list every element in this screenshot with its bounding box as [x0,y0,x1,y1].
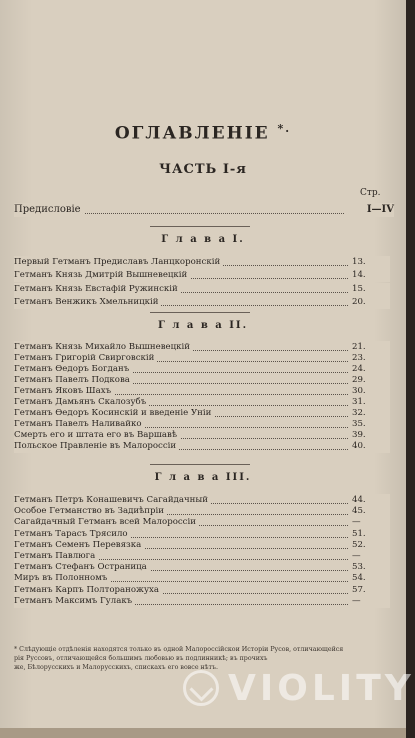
page-title: ОГЛАВЛЕНІЕ *. [114,122,292,144]
toc-entry-title: Гетманъ Карпъ Полтораножуха [14,584,162,597]
watermark-logo-icon [183,670,219,706]
toc-entry-title: Гетманъ Павелъ Подкова [14,374,133,387]
toc-entry-page: — [350,516,390,529]
toc-entry [14,269,390,282]
footnote-line: * Слѣдующіе отдѣленія находятся только въ одной Малороссійскои Исторіи Русов, отличающейся [14,646,344,653]
toc-entry-page: 24. [350,363,390,376]
toc-entry-title: Гетманъ Князь Михайло Вышневецкій [14,341,193,354]
preface-entry: Предисловіе I—IV [14,204,394,215]
toc-entry [14,296,390,309]
footnote-line: же, Бѣлорусскихъ и Малорусскихъ, спискахъ его вовсе нѣтъ. [14,664,219,671]
chapter-heading: Г л а в а II. [157,320,249,331]
toc-entry-title: Гетманъ Дамьянъ Скалозубъ [14,396,149,409]
chapter-divider [150,226,250,227]
toc-entry-page: 44. [350,494,390,507]
chapter-heading: Г л а в а I. [161,234,245,245]
toc-entry [14,440,390,453]
toc-entry-page: — [350,550,390,563]
toc-entry-title: Гетманъ Павлюга [14,550,98,563]
toc-entry-title: Гетманъ Григорій Свирговскій [14,352,157,365]
chapter-divider [150,464,250,465]
toc-entry-page: 13. [350,256,390,269]
chapter-divider [150,312,250,313]
toc-entry-page: 30. [350,385,390,398]
toc-entry [14,283,390,296]
toc-entry [14,256,390,269]
toc-entry-title: Особое Гетманство въ Задиѣпріи [14,505,167,518]
toc-entry-title: Гетманъ Семенъ Перевязка [14,539,144,552]
page-column-label: Стр. [360,188,381,198]
toc-entry-title: Смерть его и штата его въ Варшавѣ [14,429,180,442]
toc-entry-page: 15. [350,283,390,296]
part-heading: ЧАСТЬ I-я [159,162,247,177]
toc-entry-title: Гетманъ Максимъ Гулакъ [14,595,135,608]
toc-entry-title: Гетманъ Павелъ Наливайко [14,418,145,431]
toc-entry-page: 52. [350,539,390,552]
toc-entry-page: 21. [350,341,390,354]
toc-entry-title: Польское Правленіе въ Малороссіи [14,440,179,453]
toc-entry-title: Гетманъ Тарасъ Трясило [14,528,131,541]
watermark: VIOLITY [228,668,415,709]
toc-entry-page: 57. [350,584,390,597]
toc-entry-title: Гетманъ Князь Дмитрій Вышневецкій [14,269,190,282]
toc-entry-page: 51. [350,528,390,541]
toc-entry-page: 53. [350,561,390,574]
toc-entry-page: 39. [350,429,390,442]
toc-entry-page: 40. [350,440,390,453]
toc-entry-title: Гетманъ Князь Евстафій Ружинскій [14,283,181,296]
toc-entry-page: 35. [350,418,390,431]
footnote-line: рія Руссовъ, отличающейся большимъ любовью въ подлинникѣ; въ прочихъ [14,655,268,662]
toc-entry-title: Гетманъ Петръ Конашевичъ Сагайдачный [14,494,211,507]
toc-entry-title: Гетманъ Венжикъ Хмельницкій [14,296,161,309]
toc-entry-title: Сагайдачный Гетманъ всей Малороссіи [14,516,199,529]
toc-entry-title: Гетманъ Стефанъ Остраница [14,561,150,574]
toc-entry-page: 31. [350,396,390,409]
book-spine [406,0,415,738]
page-edge [0,728,406,738]
toc-entry-title: Гетманъ Яковъ Шахъ [14,385,114,398]
chapter-heading: Г л а в а III. [154,472,252,483]
toc-entry-page: 45. [350,505,390,518]
toc-entry-title: Гетманъ Ѳедоръ Богданъ [14,363,132,376]
toc-entry-title: Миръ въ Полонномъ [14,572,110,585]
toc-entry-page: 54. [350,572,390,585]
toc-entry-page: — [350,595,390,608]
toc-entry [14,595,390,608]
toc-entry-title: Гетманъ Ѳедоръ Косинскій и введеніе Уніи [14,407,214,420]
toc-entry-page: 32. [350,407,390,420]
toc-entry-title: Первый Гетманъ Предиславъ Ланцкоронскій [14,256,223,269]
toc-entry-page: 20. [350,296,390,309]
toc-entry-page: 14. [350,269,390,282]
toc-entry-page: 29. [350,374,390,387]
toc-entry-page: 23. [350,352,390,365]
